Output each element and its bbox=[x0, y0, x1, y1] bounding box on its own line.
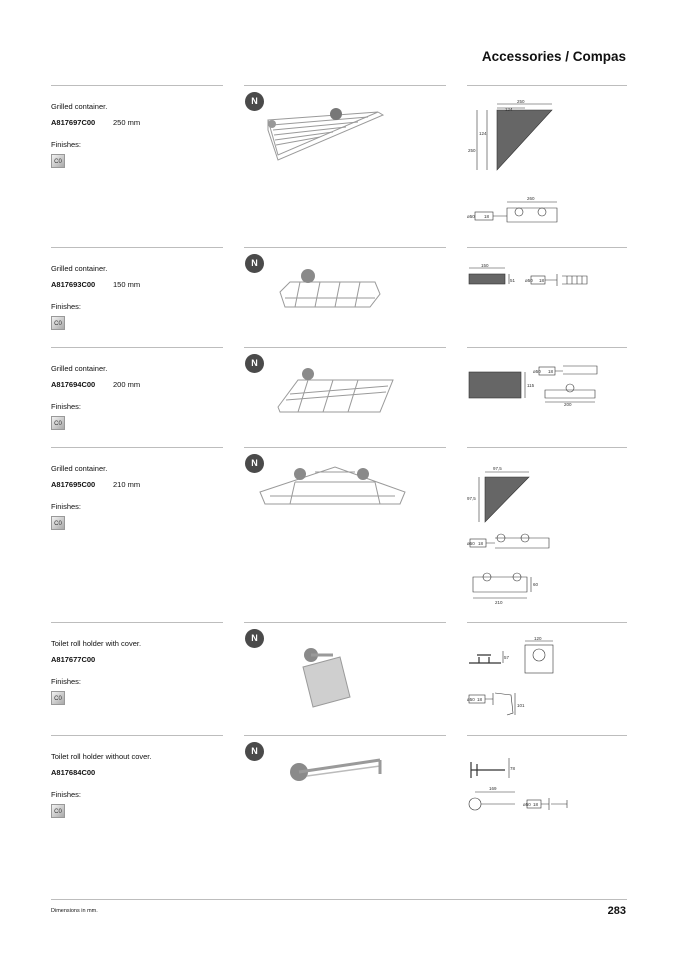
product-code: A817694C00 bbox=[51, 380, 96, 389]
product-name: Grilled container. bbox=[51, 102, 108, 111]
finishes-label: Finishes: bbox=[51, 402, 82, 411]
divider bbox=[244, 622, 446, 623]
divider bbox=[51, 622, 223, 623]
page-number: 283 bbox=[607, 905, 626, 917]
product-name: Toilet roll holder with cover. bbox=[51, 639, 142, 648]
technical-drawing bbox=[467, 462, 567, 612]
product-entry bbox=[0, 247, 678, 347]
technical-drawing bbox=[467, 637, 567, 727]
dimension-label: 115 bbox=[527, 383, 535, 388]
dimension-label: 18 bbox=[477, 697, 483, 702]
divider bbox=[244, 447, 446, 448]
dimension-label: 51 bbox=[510, 278, 516, 283]
product-photo bbox=[285, 637, 375, 717]
dimension-label: ø50 bbox=[525, 278, 533, 283]
dimension-label: ø50 bbox=[523, 802, 531, 807]
product-size: 150 mm bbox=[113, 280, 141, 289]
divider bbox=[51, 735, 223, 736]
new-badge: N bbox=[245, 254, 264, 273]
dimension-label: 18 bbox=[484, 214, 490, 219]
technical-drawing bbox=[467, 362, 617, 412]
divider bbox=[51, 85, 223, 86]
technical-drawing bbox=[467, 262, 617, 302]
dimension-label: 18 bbox=[548, 369, 554, 374]
divider bbox=[244, 347, 446, 348]
finish-swatch: C0 bbox=[51, 154, 65, 168]
divider bbox=[51, 247, 223, 248]
finishes-label: Finishes: bbox=[51, 677, 82, 686]
new-badge: N bbox=[245, 629, 264, 648]
page-title: Accessories / Compas bbox=[481, 49, 626, 64]
dimension-label: 18 bbox=[539, 278, 545, 283]
product-code: A817693C00 bbox=[51, 280, 96, 289]
dimension-label: 97,5 bbox=[467, 496, 476, 501]
dimension-label: 260 bbox=[527, 196, 535, 201]
finishes-label: Finishes: bbox=[51, 302, 82, 311]
product-photo bbox=[285, 750, 395, 795]
finish-swatch: C0 bbox=[51, 516, 65, 530]
dimension-label: 124 bbox=[479, 131, 487, 136]
product-size: 200 mm bbox=[113, 380, 141, 389]
divider bbox=[51, 347, 223, 348]
finish-swatch: C0 bbox=[51, 316, 65, 330]
product-code: A817695C00 bbox=[51, 480, 96, 489]
product-size: 250 mm bbox=[113, 118, 141, 127]
product-entry bbox=[0, 447, 678, 622]
divider bbox=[467, 347, 627, 348]
dimension-label: ø50 bbox=[467, 697, 475, 702]
dimension-label: 18 bbox=[533, 802, 539, 807]
finish-swatch: C0 bbox=[51, 691, 65, 705]
new-badge: N bbox=[245, 454, 264, 473]
finish-swatch: C0 bbox=[51, 804, 65, 818]
product-code: A817677C00 bbox=[51, 655, 96, 664]
dimension-label: 250 bbox=[517, 100, 525, 104]
dimension-label: 169 bbox=[489, 786, 497, 791]
product-name: Grilled container. bbox=[51, 464, 108, 473]
dimension-label: 150 bbox=[481, 263, 489, 268]
divider bbox=[467, 247, 627, 248]
new-badge: N bbox=[245, 92, 264, 111]
dimension-label: 200 bbox=[564, 402, 572, 407]
new-badge: N bbox=[245, 742, 264, 761]
product-entry bbox=[0, 622, 678, 735]
finish-swatch: C0 bbox=[51, 416, 65, 430]
product-name: Grilled container. bbox=[51, 364, 108, 373]
new-badge: N bbox=[245, 354, 264, 373]
dimension-label: ø50 bbox=[467, 214, 475, 219]
dimension-label: 210 bbox=[495, 600, 503, 605]
dimension-label: 120 bbox=[534, 637, 542, 641]
product-photo bbox=[270, 262, 390, 332]
product-entry bbox=[0, 347, 678, 447]
dimension-label: 250 bbox=[468, 148, 476, 153]
finishes-label: Finishes: bbox=[51, 502, 82, 511]
technical-drawing bbox=[467, 750, 587, 820]
finishes-label: Finishes: bbox=[51, 140, 82, 149]
dimension-label: 60 bbox=[533, 582, 539, 587]
dimension-label: ø50 bbox=[467, 541, 475, 546]
product-photo bbox=[268, 362, 408, 432]
product-entry bbox=[0, 85, 678, 245]
finishes-label: Finishes: bbox=[51, 790, 82, 799]
product-size: 210 mm bbox=[113, 480, 141, 489]
product-name: Grilled container. bbox=[51, 264, 108, 273]
technical-drawing bbox=[467, 100, 567, 250]
dimension-label: 101 bbox=[517, 703, 525, 708]
dimension-label: 78 bbox=[510, 766, 516, 771]
divider bbox=[244, 247, 446, 248]
footer-divider bbox=[51, 899, 627, 900]
divider bbox=[467, 85, 627, 86]
product-entry bbox=[0, 735, 678, 895]
dimension-label: 97,5 bbox=[493, 466, 502, 471]
footnote: Dimensions in mm. bbox=[51, 908, 98, 914]
product-name: Toilet roll holder without cover. bbox=[51, 752, 152, 761]
divider bbox=[244, 735, 446, 736]
product-code: A817697C00 bbox=[51, 118, 96, 127]
divider bbox=[467, 622, 627, 623]
dimension-label: 57 bbox=[504, 655, 510, 660]
product-photo bbox=[258, 100, 408, 170]
divider bbox=[51, 447, 223, 448]
dimension-label: 18 bbox=[478, 541, 484, 546]
divider bbox=[467, 447, 627, 448]
dimension-label: 124 bbox=[505, 107, 513, 112]
dimension-label: ø50 bbox=[533, 369, 541, 374]
divider bbox=[244, 85, 446, 86]
divider bbox=[467, 735, 627, 736]
product-code: A817684C00 bbox=[51, 768, 96, 777]
product-photo bbox=[255, 462, 415, 522]
